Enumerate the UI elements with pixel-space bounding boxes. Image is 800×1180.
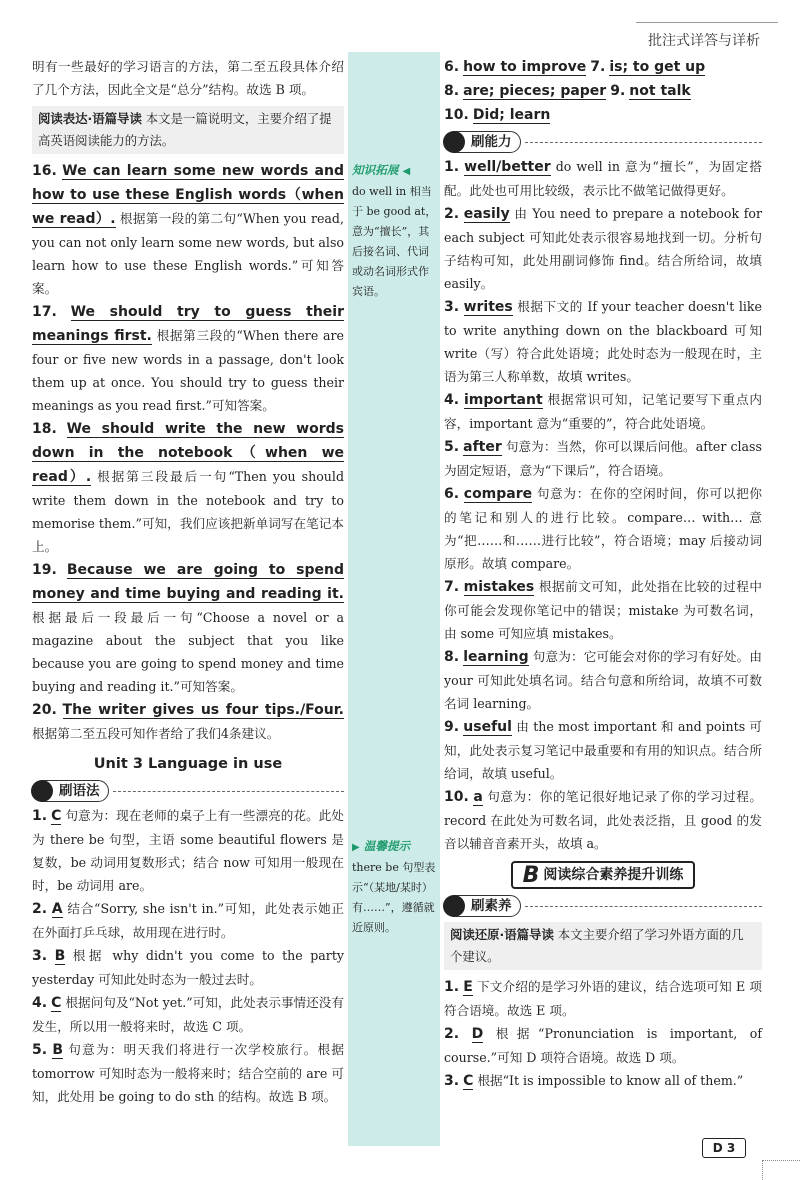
item-answer: how to improve [463,59,587,75]
header-title: 批注式详答与详析 [648,33,760,49]
item-explanation: 根据“It is impossible to know all of them.” [477,1073,744,1088]
answer-item [32,417,344,558]
item-answer: Did; learn [472,107,551,123]
answer-list [32,159,344,745]
item-explanation: 根据第二至五段可知作者给了我们4条建议。 [32,726,280,741]
note-tip-text: there be 句型表示“（某地/某时）有……”，遵循就近原则。 [352,861,436,934]
item-number: 6. [444,59,460,75]
answer-item [32,159,344,300]
note-knowledge-title: 知识拓展 ◀ [352,163,411,177]
item-number: 5. [32,1042,48,1058]
answer-item [444,482,762,575]
item-explanation: 句意为：现在老师的桌子上有一些漂亮的花。此处为 there be 句型，主语 some beautiful flowers 是复数，be 动词用复数形式；结合 now 可知用一般现在时，be 动词用 are。 [32,808,344,893]
answer-item [444,295,762,388]
top-answers [444,55,762,127]
item-answer: easily [463,206,510,222]
item-answer: compare [463,486,533,502]
answer-item [444,1022,762,1069]
item-answer: The writer gives us four tips./Four. [62,702,344,718]
literacy-tag: 刷素养 [444,895,521,917]
left-column [32,55,344,1108]
brush-icon [443,895,465,917]
answer-item [32,698,344,745]
page-number: D 3 [702,1138,746,1158]
answer-item [32,897,344,944]
item-answer: important [463,392,543,408]
item-explanation: 由 You need to prepare a notebook for each subject 可知此处表示很容易地找到一切。分析句子结构可知，此处用副词修饰 find。结合所给词，故填 easily。 [444,206,762,291]
item-answer: mistakes [463,579,535,595]
item-number: 20. [32,702,57,718]
item-answer: well/better [464,159,551,175]
item-answer: We can learn some new words and how to use these English words（when we read）. [32,163,344,227]
reading-guide-text: 本文是一篇说明文，主要介绍了提高英语阅读能力的方法。 [38,111,332,148]
reading-guide-box [32,106,344,154]
item-number: 4. [444,392,460,408]
item-number: 2. [444,1026,460,1042]
reading-restore-label: 阅读还原·语篇导读 [450,927,554,942]
literacy-ribbon [444,895,762,917]
section-banner-box: B 阅读综合素养提升训练 [511,861,696,889]
right-column [444,55,762,1093]
reading-restore-box [444,922,762,970]
answer-item [444,1069,762,1093]
answer-row [444,103,762,127]
answer-row [444,55,762,79]
item-explanation: 根据“Pronunciation is important, of course.”可知 D 项符合语境。故选 D 项。 [444,1026,762,1065]
item-explanation: 根据问句及“Not yet.”可知，此处表示事情还没有发生，所以用一般将来时，故选 C 项。 [32,995,344,1034]
item-number: 7. [590,59,606,75]
item-answer: useful [463,719,512,735]
item-answer: are; pieces; paper [463,83,607,99]
item-number: 8. [444,83,460,99]
item-answer: A [51,901,63,917]
item-answer: D [471,1026,484,1042]
item-answer: a [473,789,483,805]
answer-item [444,645,762,715]
item-answer: We should write the new words down in the notebook（when we read）. [32,421,344,485]
item-explanation: 根据第一段的第二句“When you read, you can not only learn some new words, but also learn how to use these English words.”可知答案。 [32,211,344,296]
item-number: 4. [32,995,48,1011]
answer-item [32,944,344,991]
item-number: 7. [444,579,460,595]
ribbon-line [525,142,763,143]
answer-item [444,575,762,645]
answer-row [444,79,762,103]
item-number: 19. [32,562,57,578]
item-explanation: do well in 意为“擅长”，为固定搭配。此处也可用比较级，表示比不做笔记做得更好。 [444,159,762,198]
item-answer: C [51,808,62,824]
page-header [0,0,800,50]
item-number: 1. [32,808,48,824]
item-number: 6. [444,486,460,502]
item-number: 1. [444,159,460,175]
item-explanation: 根据常识可知，记笔记要写下重点内容，important 意为“重要的”，符合此处语境。 [444,392,762,431]
answer-item [444,155,762,202]
item-explanation: 句意为：当然，你可以课后问他。after class 为固定短语，意为“下课后”，符合语境。 [444,439,762,478]
answer-item [444,715,762,785]
note-knowledge [352,160,438,302]
item-number: 10. [444,789,469,805]
item-answer: C [463,1073,474,1089]
reading-restore-text: 本文主要介绍了学习外语方面的几个建议。 [450,927,744,964]
item-explanation: 结合“Sorry, she isn't in.”可知，此处表示她正在外面打乒乓球，故用现在进行时。 [32,901,344,940]
item-number: 5. [444,439,460,455]
item-explanation: 句意为：在你的空闲时间，你可以把你的笔记和别人的进行比较。compare… with… 意为“把……和……进行比较”，符合语境；may 后接动词原形。故填 compare。 [444,486,762,571]
answer-item [444,202,762,295]
item-number: 9. [444,719,460,735]
item-explanation: 句意为：你的笔记很好地记录了你的学习过程。record 在此处为可数名词，此处表泛指，且 good 的发音以辅音音素开头，故填 a。 [444,789,762,851]
item-explanation: 句意为：它可能会对你的学习有好处。由 your 可知此处填名词。结合句意和所给词，故填不可数名词 learning。 [444,649,762,711]
item-number: 10. [444,107,469,123]
item-answer: C [51,995,62,1011]
item-answer: E [463,979,473,995]
header-rule [636,22,778,23]
item-answer: B [54,948,66,964]
item-answer: B [52,1042,63,1058]
item-explanation: 下文介绍的是学习外语的建议，结合选项可知 E 项符合语境。故选 E 项。 [444,979,762,1018]
item-answer: Because we are going to spend money and time buying and reading it. [32,562,344,602]
item-answer: after [463,439,502,455]
note-tip-title: ▶ 温馨提示 [352,839,411,853]
ability-tag: 刷能力 [444,131,521,153]
item-answer: not talk [629,83,691,99]
reading-guide-label: 阅读表达·语篇导读 [38,111,142,126]
item-number: 3. [444,1073,460,1089]
grammar-list [32,804,344,1108]
item-explanation: 由 the most important 和 and points 可知，此处表示复习笔记中最重要和有用的知识点。结合所给词，故填 useful。 [444,719,762,781]
brush-icon [31,780,53,802]
grammar-tag: 刷语法 [32,780,109,802]
answer-item [444,785,762,855]
item-number: 2. [32,901,48,917]
item-number: 17. [32,304,57,320]
brush-icon [443,131,465,153]
item-explanation: 句意为：明天我们将进行一次学校旅行。根据 tomorrow 可知时态为一般将来时；结合空前的 are 可知，此处用 be going to do sth 的结构。故选 B 项。 [32,1042,344,1104]
ability-list [444,155,762,855]
ribbon-line [113,791,345,792]
literacy-list [444,975,762,1093]
ribbon-line [525,906,763,907]
item-number: 1. [444,979,460,995]
corner-dots [762,1160,800,1162]
grammar-ribbon [32,780,344,802]
item-number: 8. [444,649,460,665]
answer-item [444,388,762,435]
item-explanation: 根据最后一段最后一句“Choose a novel or a magazine about the subject that you like because you are going to spend money and time buying and reading it.”可知答案。 [32,610,344,694]
item-explanation: 根据下文的 If your teacher doesn't like to write anything down on the blackboard 可知 write（写）符合此处语境；此处时态为一般现在时，主语为第三人称单数，故填 writes。 [444,299,762,384]
ability-ribbon [444,131,762,153]
answer-item [32,1038,344,1108]
item-number: 3. [444,299,460,315]
answer-item [32,300,344,417]
answer-item [444,435,762,482]
item-number: 2. [444,206,460,222]
item-answer: We should try to guess their meanings first. [32,304,344,344]
note-knowledge-text: do well in 相当于 be good at，意为“擅长”，其后接名词、代词或动名词形式作宾语。 [352,185,437,298]
item-answer: writes [463,299,513,315]
item-number: 16. [32,163,57,179]
answer-item [32,991,344,1038]
intro-paragraph: 明有一些最好的学习语言的方法，第二至五段具体介绍了几个方法，因此全文是“总分”结构。故选 B 项。 [32,59,344,97]
item-explanation: 根据 why didn't you come to the party yesterday 可知此处时态为一般过去时。 [32,948,344,987]
unit-title: Unit 3 Language in use [93,756,283,772]
item-explanation: 根据第三段的“When there are four or five new words in a passage, don't look them up at once. You should try to guess their meanings as you read first.”可知答案。 [32,328,344,413]
note-tip [352,836,438,938]
item-answer: is; to get up [609,59,706,75]
item-number: 3. [32,948,48,964]
section-banner [444,861,762,889]
item-explanation: 根据前文可知，此处指在比较的过程中你可能会发现你笔记中的错误；mistake 为可数名词，由 some 可知应填 mistakes。 [444,579,762,641]
item-number: 9. [610,83,626,99]
item-explanation: 根据第三段最后一句“Then you should write them down in the notebook and try to memorise them.”可知，我们应该把新单词写在笔记本上。 [32,469,344,554]
item-number: 18. [32,421,57,437]
answer-item [444,975,762,1022]
answer-item [32,804,344,897]
corner-dots-vertical [762,1160,764,1180]
item-answer: learning [463,649,529,665]
answer-item [32,558,344,698]
